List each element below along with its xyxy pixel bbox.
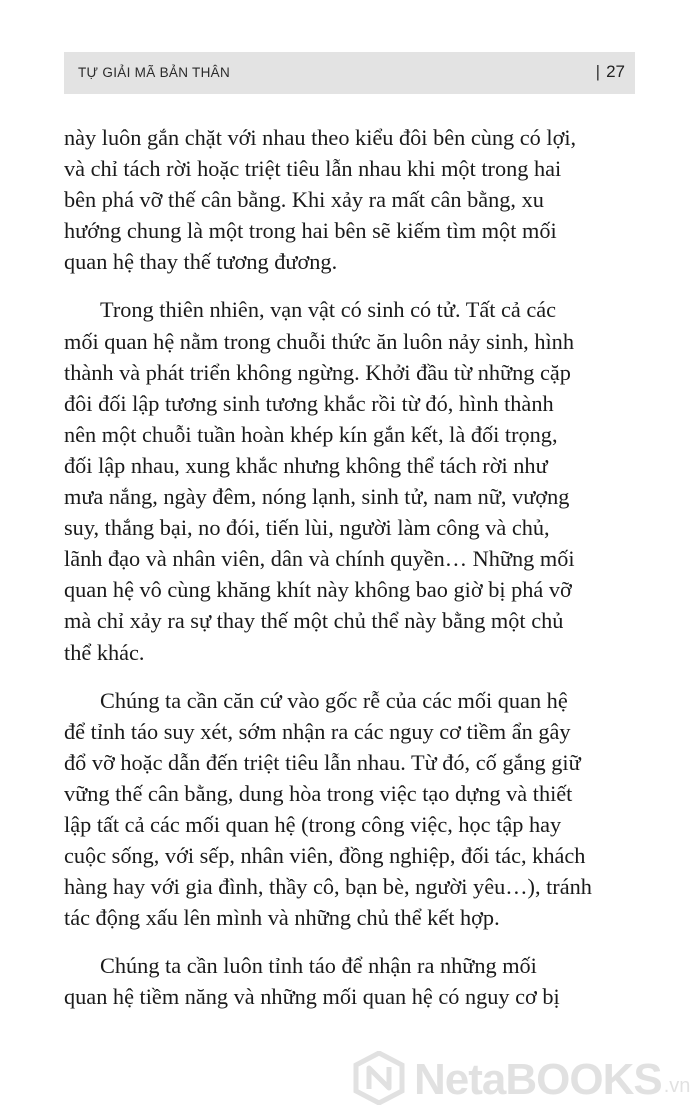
text-line: để tỉnh táo suy xét, sớm nhận ra các nguy cơ tiềm ẩn gây <box>64 718 571 744</box>
text-line: lập tất cả các mối quan hệ (trong công việc, học tập hay <box>64 811 562 837</box>
paragraph <box>64 685 635 934</box>
text-line: đối lập nhau, xung khắc nhưng không thể tách rời như <box>64 452 548 478</box>
text-line: quan hệ vô cùng khăng khít này không bao giờ bị phá vỡ <box>64 577 572 603</box>
text-line: thể khác. <box>64 639 145 665</box>
text-line: mà chỉ xảy ra sự thay thế một chủ thể này bằng một chủ <box>64 608 564 634</box>
page-number: 27 <box>606 62 625 81</box>
paragraph <box>64 294 635 667</box>
text-line: này luôn gắn chặt với nhau theo kiểu đôi bên cùng có lợi, <box>64 125 577 150</box>
page-number-block <box>596 62 625 82</box>
text-line: đổ vỡ hoặc dẫn đến triệt tiêu lẫn nhau. Từ đó, cố gắng giữ <box>64 749 581 775</box>
running-header <box>64 52 635 94</box>
text-line: Chúng ta cần luôn tỉnh táo để nhận ra những mối <box>100 953 537 979</box>
text-line: tác động xấu lên mình và những chủ thể kết hợp. <box>64 905 500 931</box>
text-line: mưa nắng, ngày đêm, nóng lạnh, sinh tử, nam nữ, vượng <box>64 484 570 510</box>
text-line: thành và phát triển không ngừng. Khởi đầu từ những cặp <box>64 359 571 385</box>
text-line: đôi đối lập tương sinh tương khắc rồi từ đó, hình thành <box>64 390 554 416</box>
paragraph <box>64 950 635 1012</box>
page-separator: | <box>595 62 601 81</box>
text-line: lãnh đạo và nhân viên, dân và chính quyền… Những mối <box>64 546 575 572</box>
text-line: suy, thắng bại, no đói, tiến lùi, người làm công và chủ, <box>64 515 550 541</box>
watermark-suffix: .vn <box>663 1075 691 1097</box>
paragraph <box>64 122 635 277</box>
page-body <box>64 122 635 1030</box>
netabooks-logo-icon <box>352 1051 406 1110</box>
text-line: Chúng ta cần căn cứ vào gốc rễ của các mối quan hệ <box>100 687 568 713</box>
text-line: Trong thiên nhiên, vạn vật có sinh có tử. Tất cả các <box>100 297 557 323</box>
text-line: mối quan hệ nằm trong chuỗi thức ăn luôn nảy sinh, hình <box>64 328 574 354</box>
book-title: TỰ GIẢI MÃ BẢN THÂN <box>78 65 230 80</box>
text-line: quan hệ thay thế tương đương. <box>64 249 338 275</box>
text-line: hàng hay với gia đình, thầy cô, bạn bè, người yêu…), tránh <box>64 874 592 900</box>
watermark <box>352 1050 690 1110</box>
text-line: hướng chung là một trong hai bên sẽ kiếm tìm một mối <box>64 218 557 244</box>
text-line: cuộc sống, với sếp, nhân viên, đồng nghiệp, đối tác, khách <box>64 843 586 869</box>
text-line: và chỉ tách rời hoặc triệt tiêu lẫn nhau khi một trong hai <box>64 156 562 182</box>
text-line: quan hệ tiềm năng và những mối quan hệ có nguy cơ bị <box>64 984 560 1010</box>
text-line: nên một chuỗi tuần hoàn khép kín gắn kết, là đối trọng, <box>64 421 558 447</box>
text-line: vững thế cân bằng, dung hòa trong việc tạo dựng và thiết <box>64 780 573 806</box>
text-line: bên phá vỡ thế cân bằng. Khi xảy ra mất cân bằng, xu <box>64 187 544 213</box>
watermark-brand: NetaBOOKS <box>414 1055 662 1104</box>
